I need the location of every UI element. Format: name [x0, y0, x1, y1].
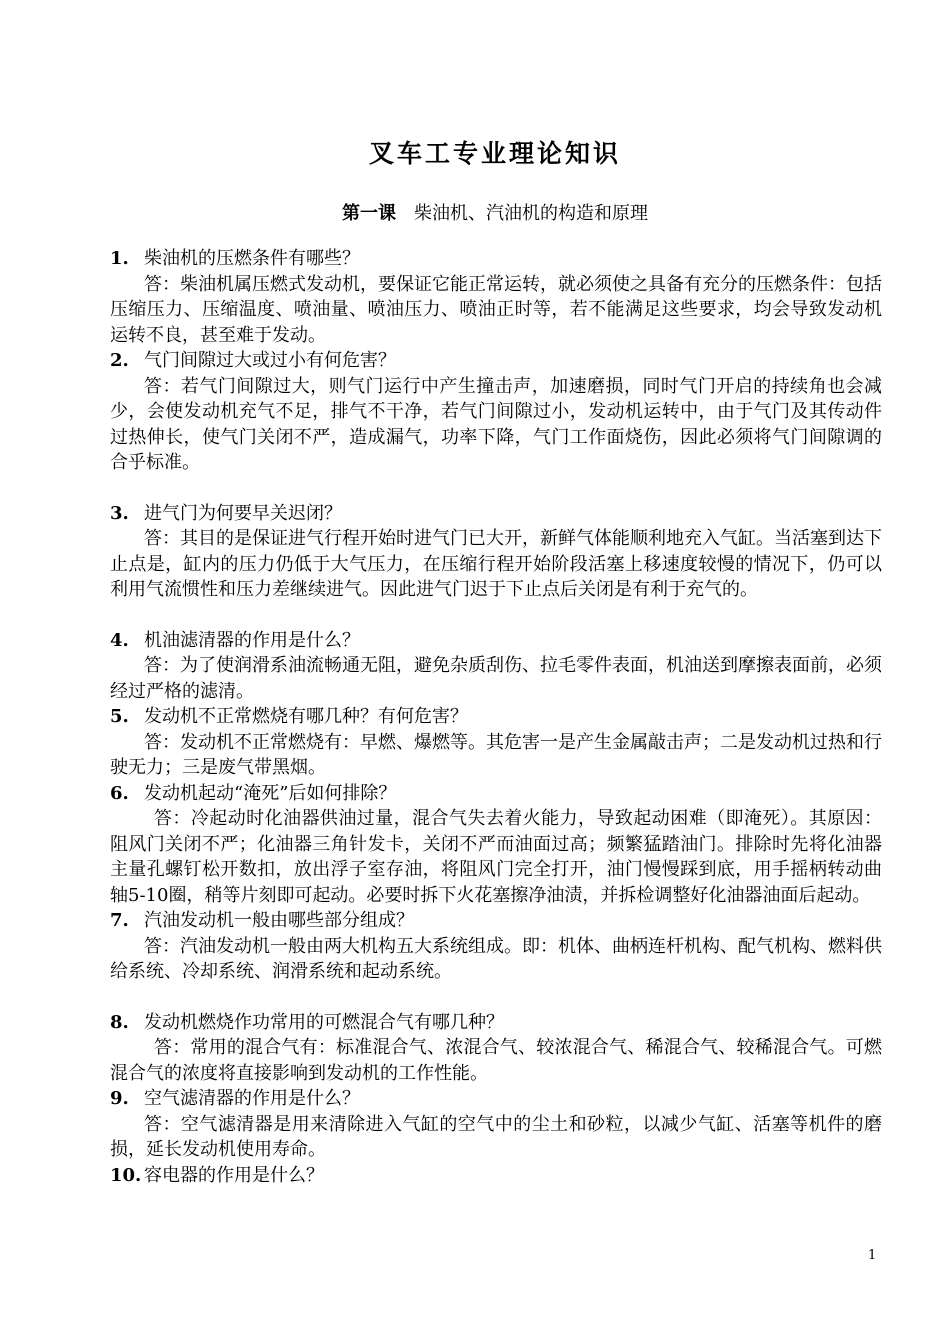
- question-text: 机油滤清器的作用是什么？: [144, 629, 360, 651]
- question-number: 4.: [110, 629, 129, 651]
- qa-content: [110, 246, 882, 1188]
- paragraph-spacer: [110, 476, 882, 501]
- document-title: 叉车工专业理论知识: [368, 139, 621, 168]
- question-text: 容电器的作用是什么？: [144, 1164, 324, 1186]
- lesson-number: 第一课: [342, 203, 396, 224]
- question-text: 发动机燃烧作功常用的可燃混合气有哪几种？: [144, 1011, 504, 1033]
- question-number: 7.: [110, 910, 129, 931]
- answer-7: 答：汽油发动机一般由两大机构五大系统组成。即：机体、曲柄连杆机构、配气机构、燃料供给系统、冷却系统、润滑系统和起动系统。: [110, 935, 882, 982]
- question-7: [110, 908, 882, 934]
- question-text: 发动机起动“淹死”后如何排除？: [144, 782, 397, 804]
- answer-8: 答：常用的混合气有：标准混合气、浓混合气、较浓混合气、稀混合气、较稀混合气。可燃混合气的浓度将直接影响到发动机的工作性能。: [110, 1037, 882, 1084]
- question-number: 1.: [110, 248, 129, 269]
- answer-9: 答：空气滤清器是用来清除进入气缸的空气中的尘土和砂粒，以减少气缸、活塞等机件的磨损，延长发动机使用寿命。: [110, 1113, 882, 1160]
- question-text: 进气门为何要早关迟闭？: [144, 502, 342, 524]
- question-text: 气门间隙过大或过小有何危害？: [144, 350, 396, 371]
- paragraph-spacer: [110, 985, 882, 1010]
- question-number: 6.: [110, 782, 129, 804]
- question-text: 空气滤清器的作用是什么？: [144, 1088, 360, 1109]
- question-5: [110, 704, 882, 730]
- lesson-title: 柴油机、汽油机的构造和原理: [414, 203, 648, 224]
- question-9: [110, 1086, 882, 1112]
- question-number: 8.: [110, 1011, 129, 1033]
- question-6: [110, 781, 882, 807]
- page-number: 1: [868, 1248, 877, 1263]
- question-text: 发动机不正常燃烧有哪几种？有何危害？: [144, 706, 468, 727]
- question-number: 9.: [110, 1088, 129, 1109]
- answer-3: 答：其目的是保证进气行程开始时进气门已大开，新鲜气体能顺利地充入气缸。当活塞到达下止点是，缸内的压力仍低于大气压力，在压缩行程开始阶段活塞上移速度较慢的情况下，仍可以利用气流惯性和压力差继续进气。因此进气门迟于下止点后关闭是有利于充气的。: [110, 528, 882, 600]
- answer-1: 答：柴油机属压燃式发动机，要保证它能正常运转，就必须使之具备有充分的压燃条件：包括压缩压力、压缩温度、喷油量、喷油压力、喷油正时等，若不能满足这些要求，均会导致发动机运转不良，甚至难于发动。: [110, 273, 882, 346]
- question-number: 2.: [110, 350, 129, 371]
- question-8: [110, 1010, 882, 1036]
- answer-2: 答：若气门间隙过大，则气门运行中产生撞击声，加速磨损，同时气门开启的持续角也会减少，会使发动机充气不足，排气不干净，若气门间隙过小，发动机运转中，由于气门及其传动件过热伸长，使气门关闭不严，造成漏气，功率下降，气门工作面烧伤，因此必须将气门间隙调的合乎标准。: [110, 375, 882, 473]
- question-10: [110, 1163, 882, 1189]
- question-number: 3.: [110, 502, 129, 524]
- lesson-heading: [0, 199, 950, 225]
- question-3: [110, 501, 882, 527]
- answer-5: 答：发动机不正常燃烧有：早燃、爆燃等。其危害一是产生金属敲击声；二是发动机过热和行驶无力；三是废气带黑烟。: [110, 731, 882, 778]
- question-1: [110, 246, 882, 272]
- question-4: [110, 628, 882, 654]
- question-text: 汽油发动机一般由哪些部分组成？: [144, 910, 414, 931]
- answer-4: 答：为了使润滑系油流畅通无阻，避免杂质刮伤、拉毛零件表面，机油送到摩擦表面前，必须经过严格的滤清。: [110, 655, 882, 702]
- answer-6: 答：冷起动时化油器供油过量，混合气失去着火能力，导致起动困难（即淹死）。其原因：阻风门关闭不严；化油器三角针发卡，关闭不严而油面过高；频繁猛踏油门。排除时先将化油器主量孔螺钉松开数扣，放出浮子室存油，将阻风门完全打开，油门慢慢踩到底，用手摇柄转动曲轴5-10圈，稍等片刻即可起动。必要时拆下火花塞擦净油渍，并拆检调整好化油器油面后起动。: [110, 808, 882, 906]
- paragraph-spacer: [110, 603, 882, 628]
- question-number: 5.: [110, 706, 129, 727]
- question-text: 柴油机的压燃条件有哪些？: [144, 248, 360, 269]
- question-number: 10.: [110, 1164, 142, 1186]
- question-2: [110, 348, 882, 374]
